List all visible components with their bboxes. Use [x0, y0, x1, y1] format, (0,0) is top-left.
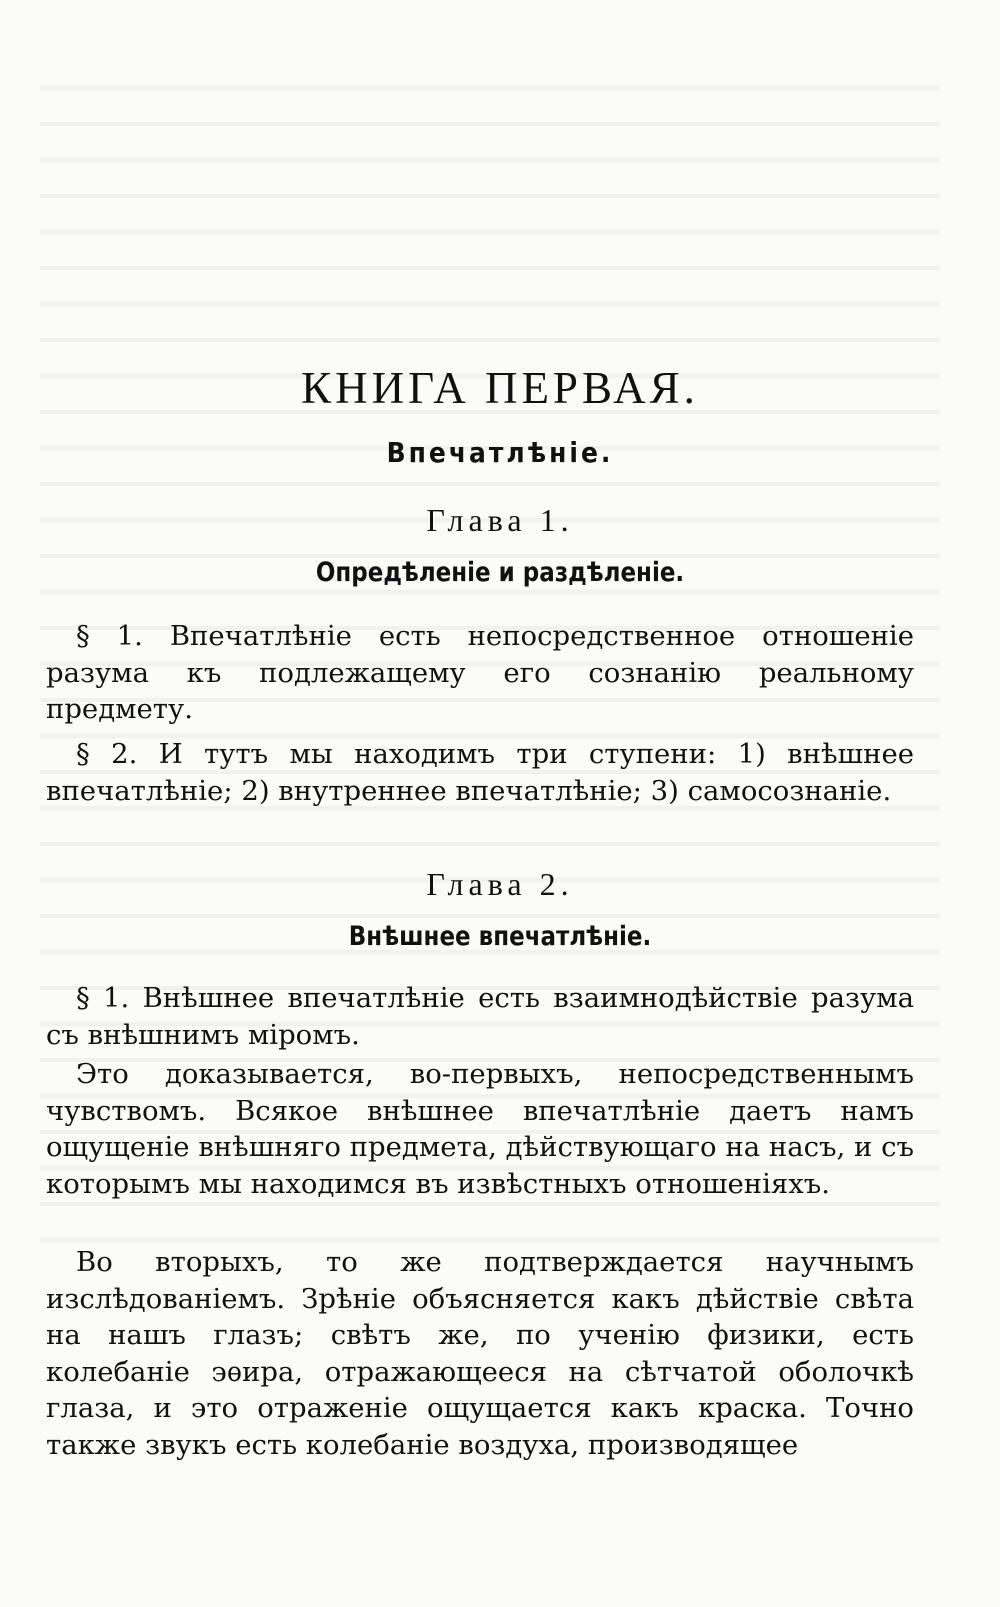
chapter-1-subtitle: Опредѣленіе и раздѣленіе. — [315, 558, 685, 588]
chapter-2-subtitle: Внѣшнее впечатлѣніе. — [348, 922, 652, 952]
chapter-2-paragraph-3: Во вторыхъ, то же подтверждается научнымъ изслѣдованіемъ. Зрѣніе объясняется какъ дѣйствіе свѣта на нашъ глазъ; свѣтъ же, по ученію физики, есть колебаніе эѳира, отражающееся на сѣтчатой оболочкѣ глаза, и это отраженіе ощущается какъ краска. Точно также звукъ есть колебаніе воздуха, производящее — [46, 1246, 914, 1461]
chapter-1-heading: Глава 1. — [426, 502, 574, 538]
chapter-2-heading: Глава 2. — [426, 866, 574, 902]
chapter-1-paragraph-2: § 2. И тутъ мы находимъ три ступени: 1) внѣшнее впечатлѣніе; 2) внутреннее впечатлѣніе; 3) самосознаніе. — [46, 738, 914, 807]
chapter-1-paragraph-1: § 1. Впечатлѣніе есть непосредственное отношеніе разума къ подлежащему его сознанію реальному предмету. — [46, 620, 914, 726]
chapter-2-paragraph-1: § 1. Внѣшнее впечатлѣніе есть взаимнодѣйствіе разума съ внѣшнимъ міромъ. — [46, 982, 914, 1051]
book-title: КНИГА ПЕРВАЯ. — [301, 363, 699, 413]
chapter-2-paragraph-2: Это доказывается, во-первыхъ, непосредственнымъ чувствомъ. Всякое внѣшнее впечатлѣніе даетъ намъ ощущеніе внѣшняго предмета, дѣйствующаго на насъ, и съ которымъ мы находимся въ извѣстныхъ отношеніяхъ. — [46, 1058, 914, 1200]
section-title: Впечатлѣніе. — [386, 436, 614, 469]
